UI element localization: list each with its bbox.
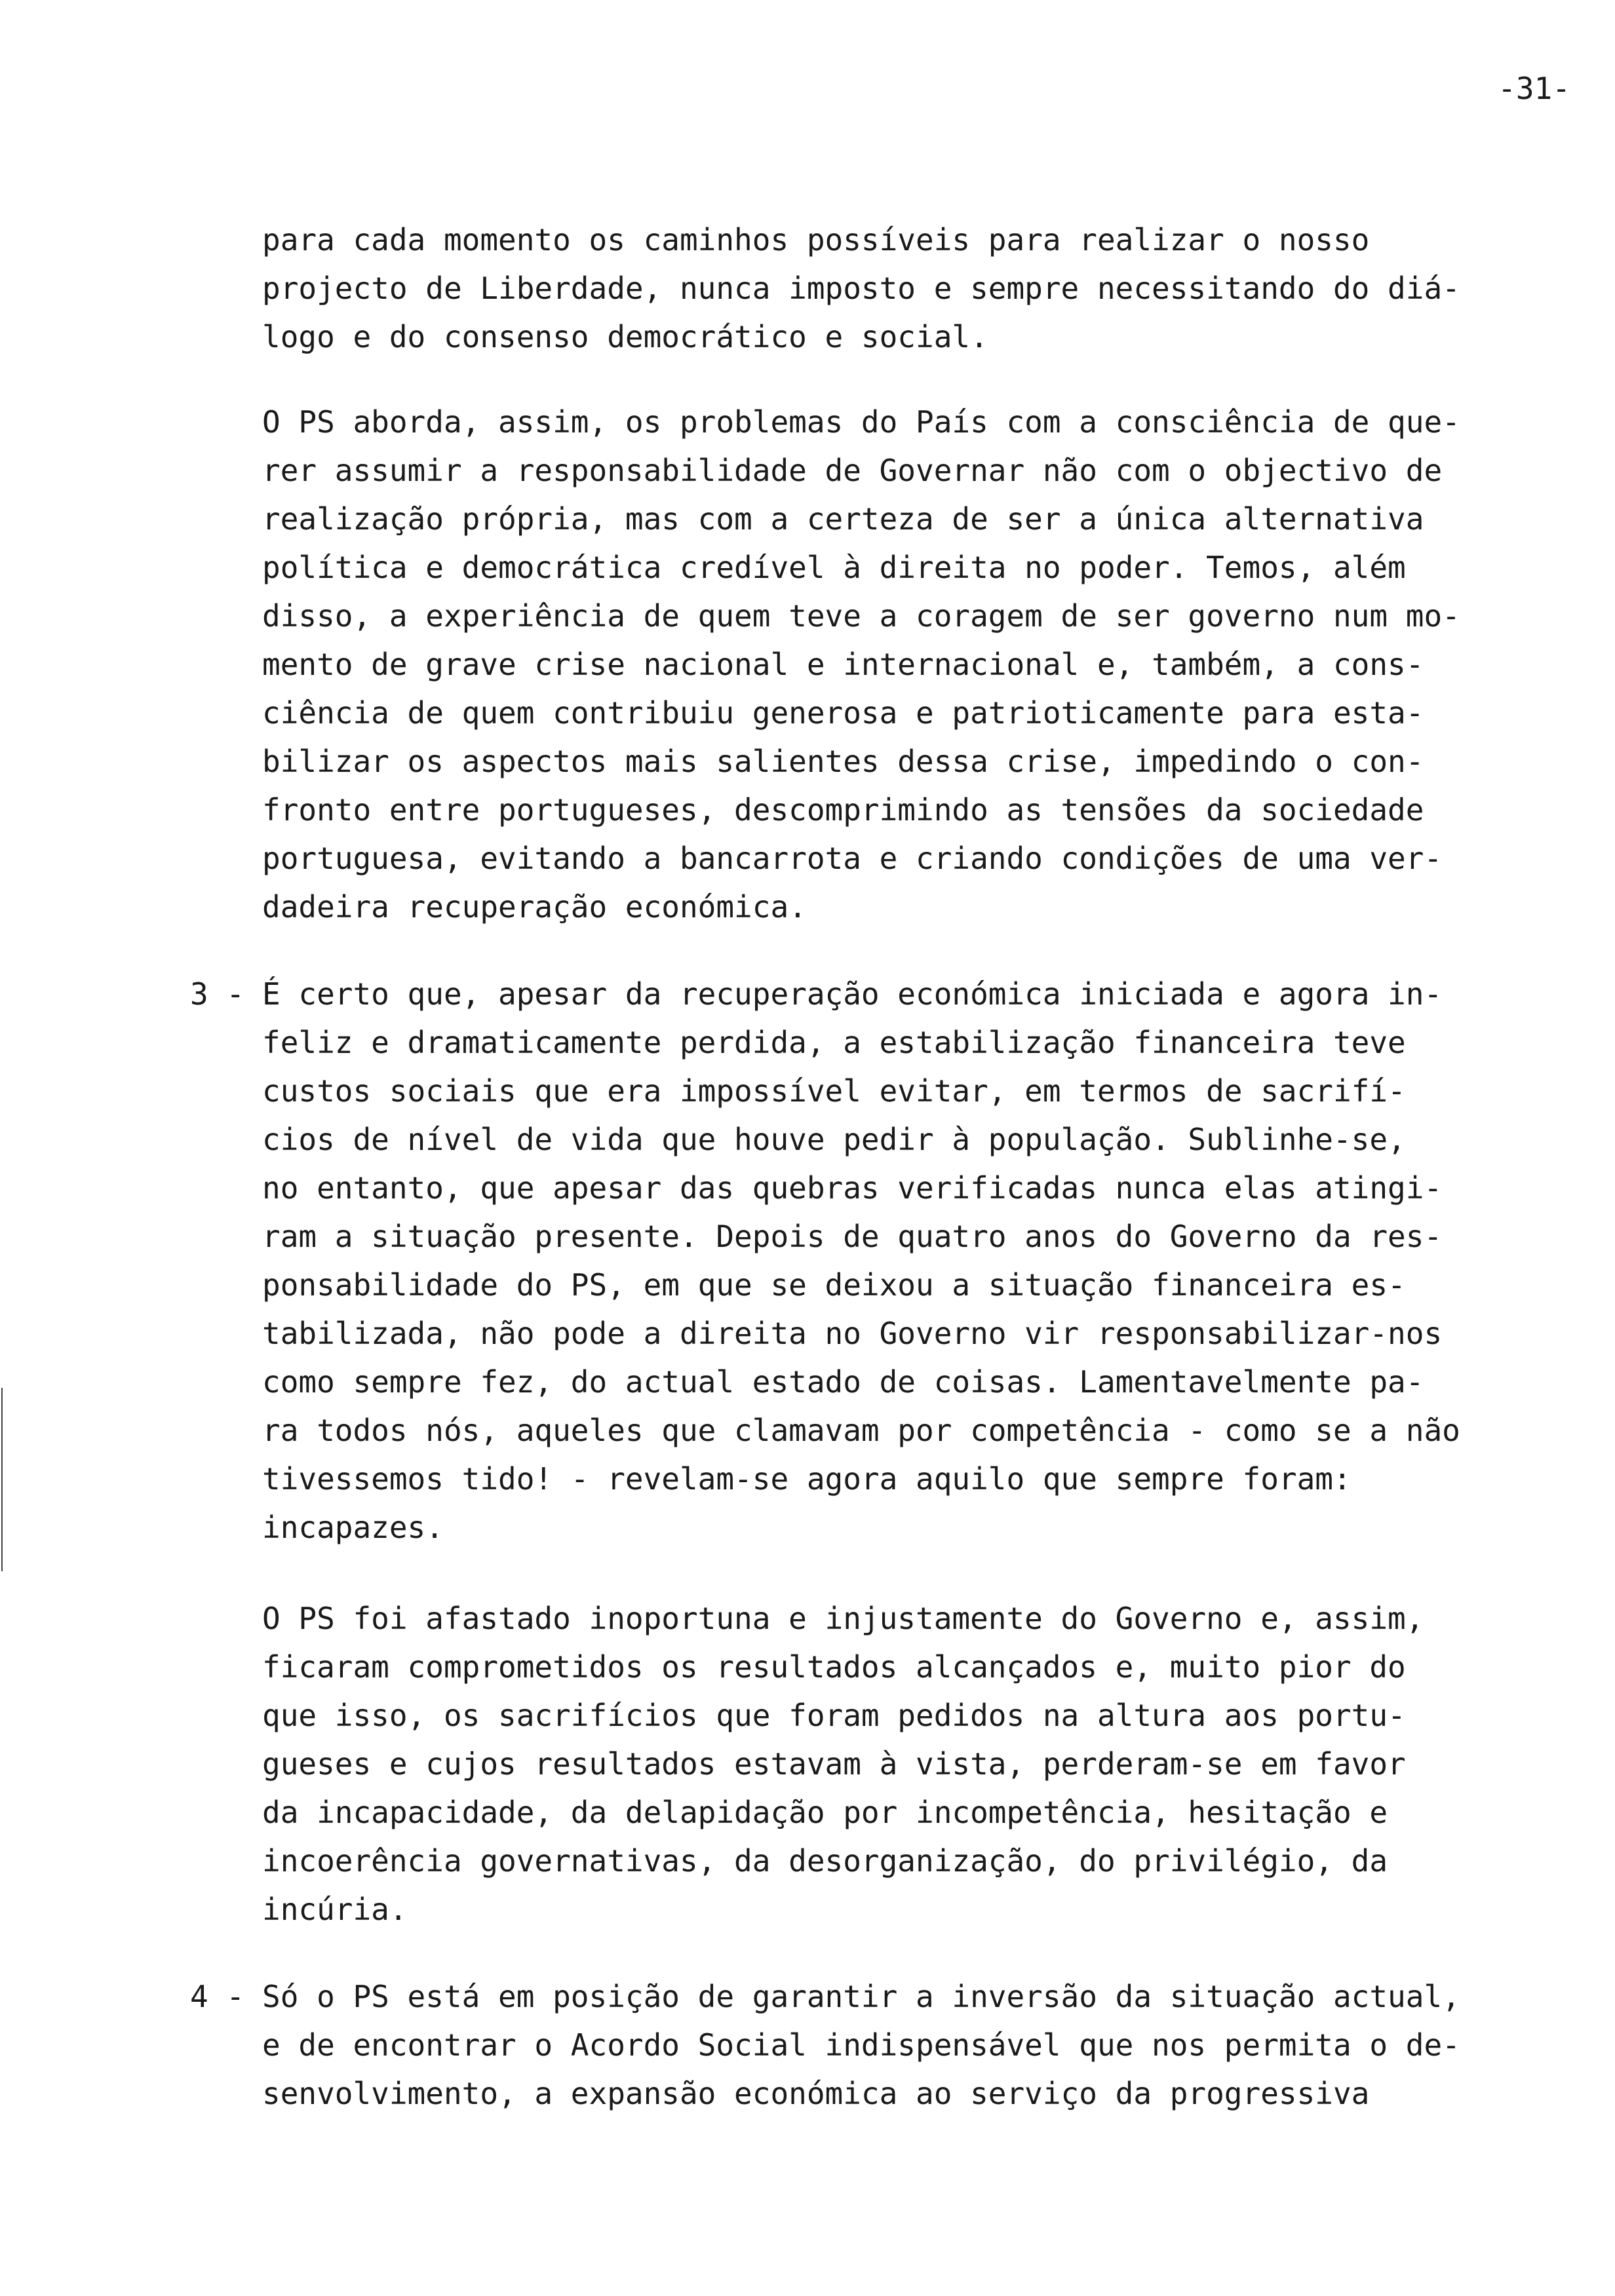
text-line: ficaram comprometidos os resultados alcançados e, muito pior do bbox=[262, 1649, 1406, 1685]
text-line: incoerência governativas, da desorganização, do privilégio, da bbox=[262, 1843, 1388, 1879]
text-line: bilizar os aspectos mais salientes dessa crise, impedindo o con- bbox=[262, 744, 1424, 779]
text-line: rer assumir a responsabilidade de Governar não com o objectivo de bbox=[262, 453, 1443, 488]
text-line: tabilizada, não pode a direita no Governo vir responsabilizar-nos bbox=[262, 1316, 1443, 1351]
text-line: ponsabilidade do PS, em que se deixou a situação financeira es- bbox=[262, 1267, 1406, 1303]
text-line: dadeira recuperação económica. bbox=[262, 889, 807, 925]
text-line: feliz e dramaticamente perdida, a estabilização financeira teve bbox=[262, 1025, 1406, 1060]
numbered-item-4 bbox=[190, 1972, 1566, 2118]
text-line: ra todos nós, aqueles que clamavam por competência - como se a não bbox=[262, 1413, 1460, 1448]
text-line: tivessemos tido! - revelam-se agora aquilo que sempre foram: bbox=[262, 1461, 1352, 1497]
text-line: da incapacidade, da delapidação por incompetência, hesitação e bbox=[262, 1795, 1388, 1830]
margin-rule bbox=[1, 1388, 3, 1571]
item-number-3: 3 - bbox=[190, 976, 245, 1012]
text-line: O PS foi afastado inoportuna e injustamente do Governo e, assim, bbox=[262, 1601, 1424, 1636]
text-line: fronto entre portugueses, descomprimindo as tensões da sociedade bbox=[262, 792, 1424, 828]
numbered-item-3 bbox=[190, 970, 1566, 1552]
text-line: para cada momento os caminhos possíveis para realizar o nosso bbox=[262, 222, 1370, 258]
text-line: projecto de Liberdade, nunca imposto e sempre necessitando do diá- bbox=[262, 271, 1460, 306]
text-line: logo e do consenso democrático e social. bbox=[262, 319, 988, 354]
item-number-4: 4 - bbox=[190, 1979, 245, 2014]
text-line: política e democrática credível à direita no poder. Temos, além bbox=[262, 550, 1406, 585]
text-line: portuguesa, evitando a bancarrota e criando condições de uma ver- bbox=[262, 841, 1443, 876]
text-line: gueses e cujos resultados estavam à vista, perderam-se em favor bbox=[262, 1746, 1406, 1782]
text-line: como sempre fez, do actual estado de coisas. Lamentavelmente pa- bbox=[262, 1364, 1424, 1400]
text-line: O PS aborda, assim, os problemas do País com a consciência de que- bbox=[262, 404, 1460, 440]
text-line: senvolvimento, a expansão económica ao serviço da progressiva bbox=[262, 2076, 1370, 2111]
paragraph-intro bbox=[262, 216, 1566, 361]
text-line: incúria. bbox=[262, 1892, 408, 1927]
text-line: disso, a experiência de quem teve a coragem de ser governo num mo- bbox=[262, 598, 1460, 634]
text-line: no entanto, que apesar das quebras verificadas nunca elas atingi- bbox=[262, 1170, 1443, 1206]
text-line: mento de grave crise nacional e internacional e, também, a cons- bbox=[262, 647, 1424, 682]
text-line: custos sociais que era impossível evitar, em termos de sacrifí- bbox=[262, 1073, 1406, 1109]
text-line: e de encontrar o Acordo Social indispensável que nos permita o de- bbox=[262, 2027, 1460, 2063]
paragraph-ps-afastado bbox=[262, 1594, 1566, 1934]
text-line: Só o PS está em posição de garantir a inversão da situação actual, bbox=[262, 1979, 1460, 2014]
text-line: ciência de quem contribuiu generosa e patrioticamente para esta- bbox=[262, 695, 1424, 731]
text-line: que isso, os sacrifícios que foram pedidos na altura aos portu- bbox=[262, 1698, 1406, 1733]
paragraph-ps-aborda bbox=[262, 398, 1566, 931]
text-line: incapazes. bbox=[262, 1510, 444, 1545]
text-line: realização própria, mas com a certeza de ser a única alternativa bbox=[262, 501, 1424, 537]
text-line: ram a situação presente. Depois de quatro anos do Governo da res- bbox=[262, 1219, 1443, 1254]
text-line: É certo que, apesar da recuperação económica iniciada e agora in- bbox=[262, 976, 1443, 1012]
text-line: cios de nível de vida que houve pedir à população. Sublinhe-se, bbox=[262, 1122, 1406, 1157]
page-number: -31- bbox=[1498, 71, 1570, 106]
